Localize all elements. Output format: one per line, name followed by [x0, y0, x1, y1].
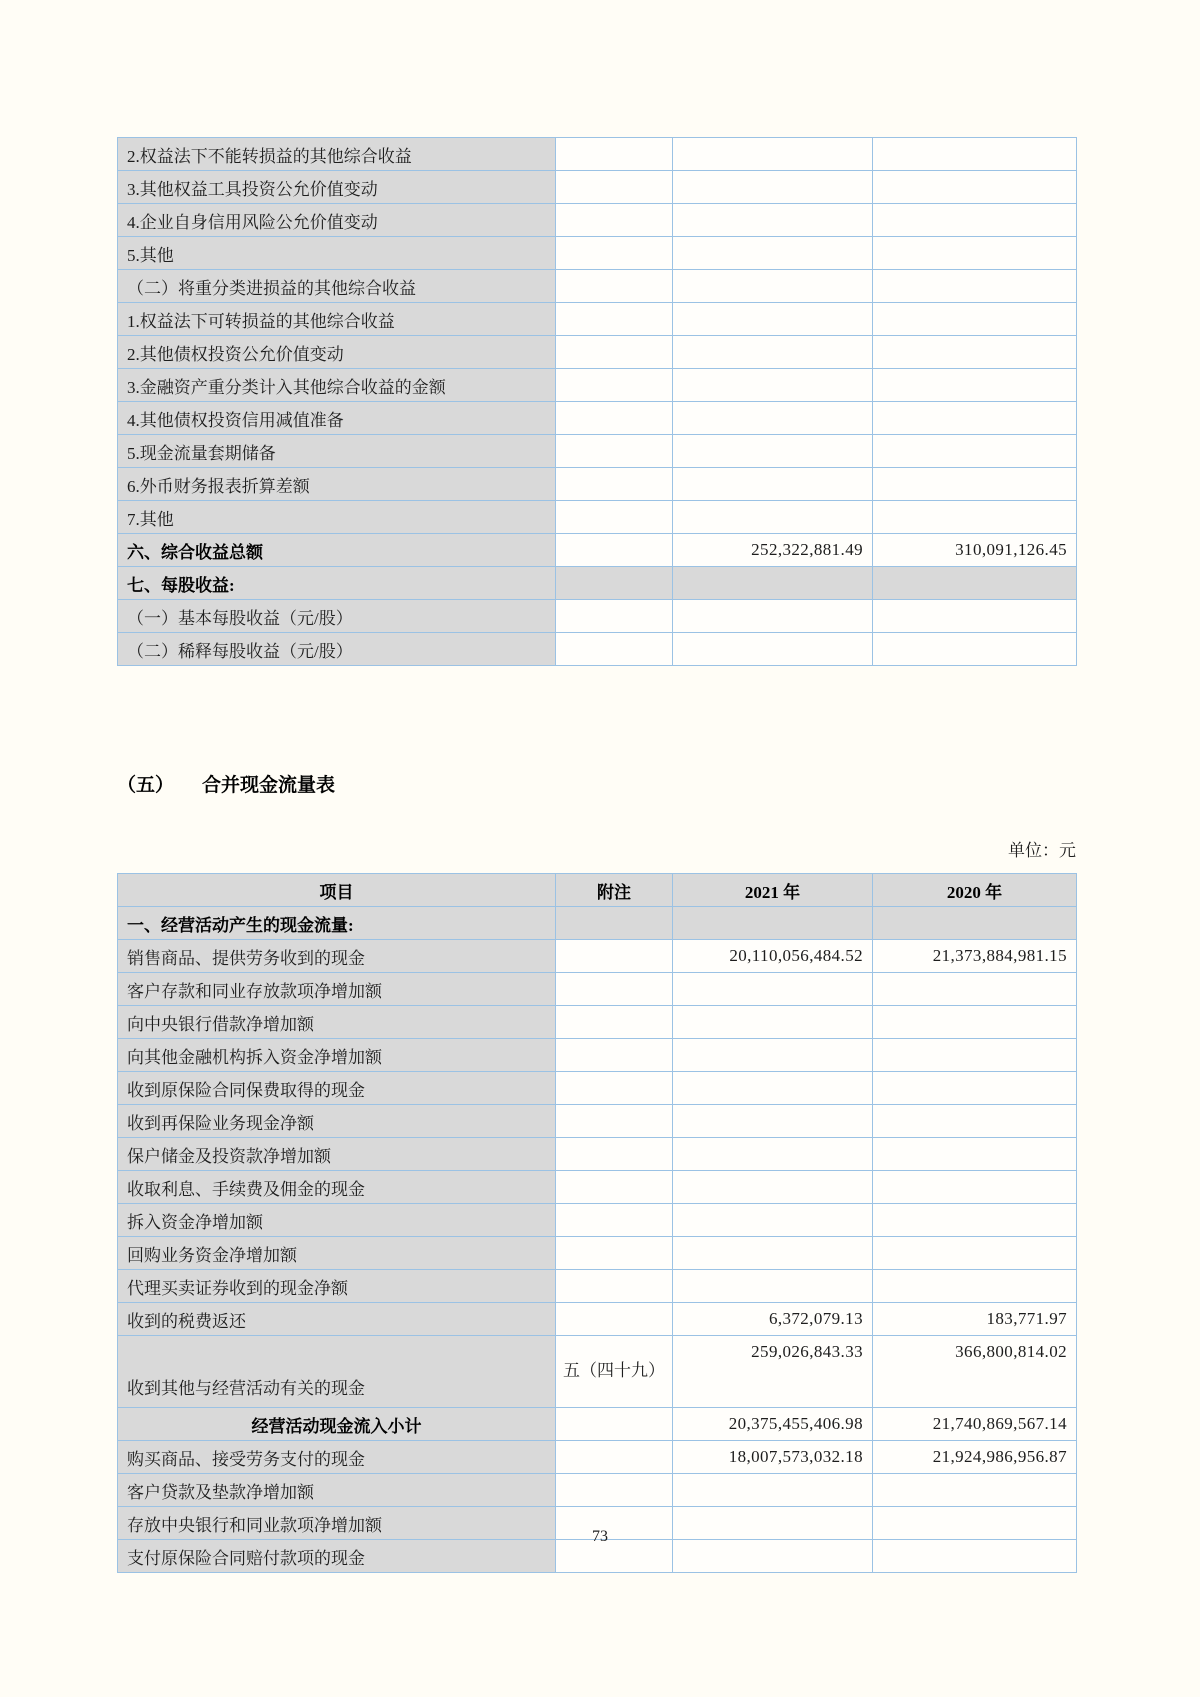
value-2020: 310,091,126.45 — [873, 534, 1077, 567]
row-label: 1.权益法下可转损益的其他综合收益 — [118, 303, 556, 336]
table-row — [118, 237, 1077, 270]
value-2021 — [673, 1474, 873, 1507]
row-note — [556, 1039, 673, 1072]
value-2020 — [873, 600, 1077, 633]
value-2021 — [673, 1072, 873, 1105]
value-2020 — [873, 567, 1077, 600]
row-note — [556, 1105, 673, 1138]
row-label: 5.现金流量套期储备 — [118, 435, 556, 468]
unit-label: 单位：元 — [1008, 841, 1076, 860]
row-note — [556, 402, 673, 435]
table-row — [118, 1336, 1077, 1408]
row-label: 购买商品、接受劳务支付的现金 — [118, 1441, 556, 1474]
row-note — [556, 1072, 673, 1105]
table-row — [118, 204, 1077, 237]
row-note — [556, 138, 673, 171]
table-row — [118, 1171, 1077, 1204]
value-2021: 259,026,843.33 — [673, 1336, 873, 1408]
value-2020 — [873, 633, 1077, 666]
value-2021 — [673, 600, 873, 633]
row-note — [556, 534, 673, 567]
value-2021 — [673, 204, 873, 237]
row-label: 3.金融资产重分类计入其他综合收益的金额 — [118, 369, 556, 402]
comprehensive-income-table-body — [118, 138, 1077, 666]
value-2020 — [873, 1204, 1077, 1237]
table-row — [118, 1441, 1077, 1474]
row-label: 5.其他 — [118, 237, 556, 270]
value-2020 — [873, 303, 1077, 336]
value-2020 — [873, 1039, 1077, 1072]
value-2021 — [673, 973, 873, 1006]
row-label: 向其他金融机构拆入资金净增加额 — [118, 1039, 556, 1072]
row-note — [556, 600, 673, 633]
row-label: 收取利息、手续费及佣金的现金 — [118, 1171, 556, 1204]
table-row — [118, 907, 1077, 940]
value-2020 — [873, 907, 1077, 940]
value-2021 — [673, 369, 873, 402]
row-note — [556, 237, 673, 270]
value-2021 — [673, 1138, 873, 1171]
value-2021 — [673, 270, 873, 303]
row-note — [556, 1270, 673, 1303]
table-row — [118, 1039, 1077, 1072]
value-2020 — [873, 171, 1077, 204]
value-2020 — [873, 237, 1077, 270]
header-2021: 2021 年 — [673, 874, 873, 907]
row-label: 经营活动现金流入小计 — [118, 1408, 556, 1441]
row-label: 七、每股收益: — [118, 567, 556, 600]
row-note — [556, 204, 673, 237]
table-row — [118, 336, 1077, 369]
row-label: 六、综合收益总额 — [118, 534, 556, 567]
value-2021 — [673, 1237, 873, 1270]
value-2021 — [673, 1105, 873, 1138]
value-2021 — [673, 1204, 873, 1237]
value-2021 — [673, 567, 873, 600]
value-2021: 18,007,573,032.18 — [673, 1441, 873, 1474]
value-2020 — [873, 1270, 1077, 1303]
value-2021: 252,322,881.49 — [673, 534, 873, 567]
table-row — [118, 1237, 1077, 1270]
table-row — [118, 1270, 1077, 1303]
row-label: 2.权益法下不能转损益的其他综合收益 — [118, 138, 556, 171]
row-label: 保户储金及投资款净增加额 — [118, 1138, 556, 1171]
value-2020 — [873, 402, 1077, 435]
value-2021 — [673, 1039, 873, 1072]
value-2020 — [873, 270, 1077, 303]
row-label: 拆入资金净增加额 — [118, 1204, 556, 1237]
value-2020 — [873, 1105, 1077, 1138]
value-2020: 21,373,884,981.15 — [873, 940, 1077, 973]
row-label: 4.其他债权投资信用减值准备 — [118, 402, 556, 435]
table-row — [118, 534, 1077, 567]
table-row — [118, 303, 1077, 336]
value-2020 — [873, 369, 1077, 402]
row-note — [556, 940, 673, 973]
row-label: （一）基本每股收益（元/股） — [118, 600, 556, 633]
value-2020 — [873, 1072, 1077, 1105]
row-note — [556, 1474, 673, 1507]
row-label: 存放中央银行和同业款项净增加额 — [118, 1507, 556, 1540]
table-row — [118, 940, 1077, 973]
value-2021 — [673, 633, 873, 666]
cashflow-table — [117, 873, 1077, 1573]
row-note — [556, 1171, 673, 1204]
row-note — [556, 336, 673, 369]
value-2020 — [873, 1138, 1077, 1171]
comprehensive-income-table — [117, 137, 1077, 666]
table-row — [118, 1105, 1077, 1138]
table-row — [118, 567, 1077, 600]
row-note — [556, 171, 673, 204]
value-2021 — [673, 501, 873, 534]
header-item: 项目 — [118, 874, 556, 907]
section-title — [117, 770, 335, 797]
table-row — [118, 270, 1077, 303]
cashflow-table-body — [118, 907, 1077, 1573]
value-2021 — [673, 435, 873, 468]
value-2020 — [873, 973, 1077, 1006]
table-row — [118, 369, 1077, 402]
row-note — [556, 270, 673, 303]
section-title-text: 合并现金流量表 — [202, 775, 336, 796]
row-label: 2.其他债权投资公允价值变动 — [118, 336, 556, 369]
row-label: 收到的税费返还 — [118, 1303, 556, 1336]
table-row — [118, 1006, 1077, 1039]
value-2021 — [673, 1270, 873, 1303]
table-row — [118, 973, 1077, 1006]
row-label: 7.其他 — [118, 501, 556, 534]
row-label: 客户贷款及垫款净增加额 — [118, 1474, 556, 1507]
row-note — [556, 468, 673, 501]
row-label: 3.其他权益工具投资公允价值变动 — [118, 171, 556, 204]
row-label: 收到原保险合同保费取得的现金 — [118, 1072, 556, 1105]
value-2020 — [873, 204, 1077, 237]
row-label: 向中央银行借款净增加额 — [118, 1006, 556, 1039]
row-label: 支付原保险合同赔付款项的现金 — [118, 1540, 556, 1573]
value-2021 — [673, 336, 873, 369]
value-2020 — [873, 1171, 1077, 1204]
value-2021 — [673, 171, 873, 204]
table-row — [118, 468, 1077, 501]
table-row — [118, 600, 1077, 633]
header-2020: 2020 年 — [873, 874, 1077, 907]
row-label: 客户存款和同业存放款项净增加额 — [118, 973, 556, 1006]
table-row — [118, 1474, 1077, 1507]
value-2020 — [873, 1237, 1077, 1270]
table-row — [118, 1138, 1077, 1171]
table-row — [118, 402, 1077, 435]
value-2020 — [873, 336, 1077, 369]
value-2021 — [673, 468, 873, 501]
page-number: 73 — [592, 1528, 608, 1545]
row-label: （二）稀释每股收益（元/股） — [118, 633, 556, 666]
value-2020 — [873, 1006, 1077, 1039]
value-2021 — [673, 138, 873, 171]
value-2020: 21,924,986,956.87 — [873, 1441, 1077, 1474]
value-2020 — [873, 468, 1077, 501]
value-2021 — [673, 402, 873, 435]
row-label: 收到再保险业务现金净额 — [118, 1105, 556, 1138]
row-label: 一、经营活动产生的现金流量: — [118, 907, 556, 940]
value-2021: 20,110,056,484.52 — [673, 940, 873, 973]
header-note: 附注 — [556, 874, 673, 907]
value-2021 — [673, 907, 873, 940]
row-note — [556, 633, 673, 666]
table-row — [118, 171, 1077, 204]
value-2020: 183,771.97 — [873, 1303, 1077, 1336]
table-row — [118, 1204, 1077, 1237]
row-note — [556, 1006, 673, 1039]
row-label: 代理买卖证券收到的现金净额 — [118, 1270, 556, 1303]
row-label: （二）将重分类进损益的其他综合收益 — [118, 270, 556, 303]
row-note — [556, 369, 673, 402]
row-label: 4.企业自身信用风险公允价值变动 — [118, 204, 556, 237]
table-row — [118, 435, 1077, 468]
value-2020 — [873, 138, 1077, 171]
section-index: （五） — [117, 775, 175, 796]
table-row — [118, 138, 1077, 171]
row-note — [556, 1441, 673, 1474]
row-label: 销售商品、提供劳务收到的现金 — [118, 940, 556, 973]
row-note — [556, 1303, 673, 1336]
row-note — [556, 501, 673, 534]
value-2020: 366,800,814.02 — [873, 1336, 1077, 1408]
value-2021 — [673, 1006, 873, 1039]
value-2020 — [873, 1474, 1077, 1507]
row-note: 五（四十九） — [556, 1336, 673, 1408]
value-2021 — [673, 303, 873, 336]
value-2020 — [873, 435, 1077, 468]
table-row — [118, 1303, 1077, 1336]
value-2020 — [873, 501, 1077, 534]
value-2021: 20,375,455,406.98 — [673, 1408, 873, 1441]
value-2021 — [673, 1171, 873, 1204]
table-row — [118, 1408, 1077, 1441]
row-note — [556, 303, 673, 336]
row-note — [556, 973, 673, 1006]
table-row — [118, 1072, 1077, 1105]
row-label: 回购业务资金净增加额 — [118, 1237, 556, 1270]
value-2021 — [673, 237, 873, 270]
value-2020: 21,740,869,567.14 — [873, 1408, 1077, 1441]
row-note — [556, 1204, 673, 1237]
row-note — [556, 435, 673, 468]
row-note — [556, 1408, 673, 1441]
row-note — [556, 907, 673, 940]
value-2021: 6,372,079.13 — [673, 1303, 873, 1336]
row-note — [556, 567, 673, 600]
row-label: 6.外币财务报表折算差额 — [118, 468, 556, 501]
row-note — [556, 1138, 673, 1171]
row-label: 收到其他与经营活动有关的现金 — [118, 1336, 556, 1408]
table-row — [118, 501, 1077, 534]
cashflow-header-row — [118, 874, 1077, 907]
row-note — [556, 1237, 673, 1270]
table-row — [118, 633, 1077, 666]
